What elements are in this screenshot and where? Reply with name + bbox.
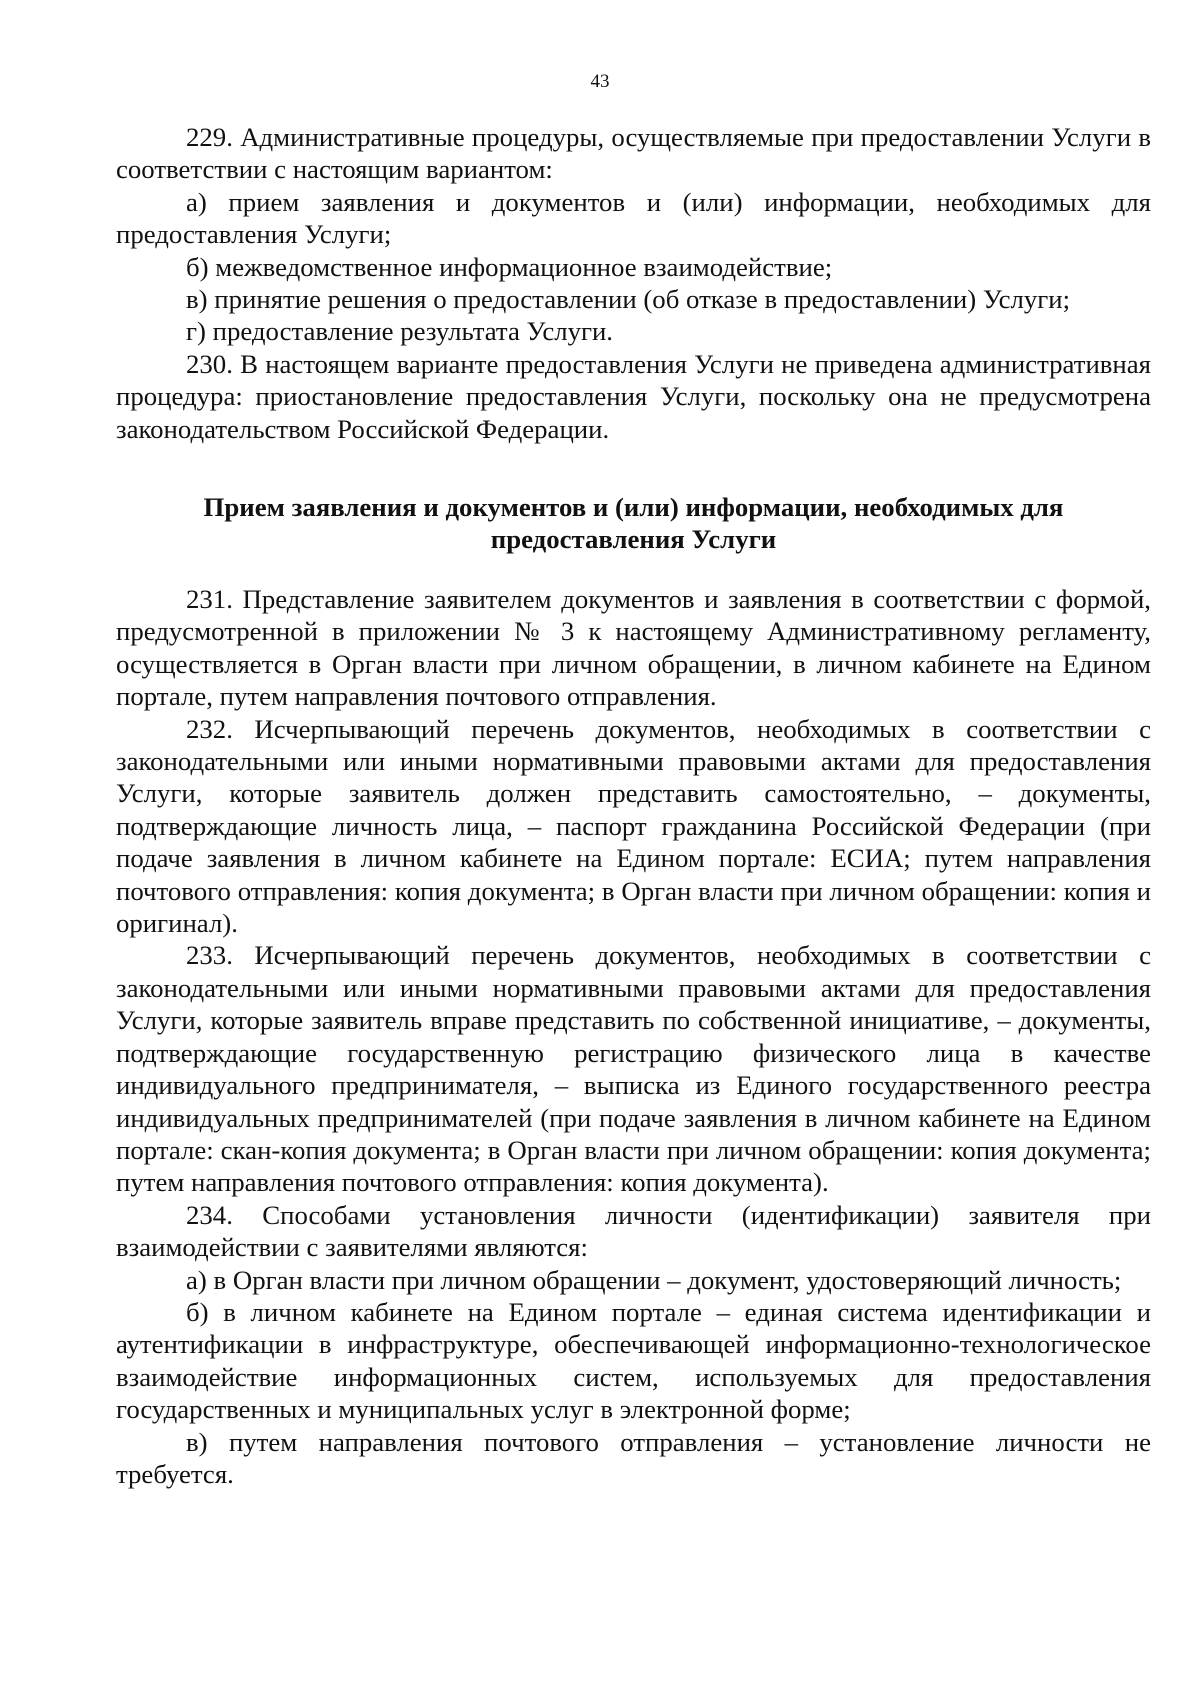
paragraph-234: 234. Способами установления личности (идентификации) заявителя при взаимодействии с заявителями являются:: [116, 1199, 1151, 1263]
list-item-b-identity: б) в личном кабинете на Едином портале – единая система идентификации и аутентификации в инфраструктуре, обеспечивающей информационно-технологическое взаимодействие информационных систем, используемых для предоставления государственных и муниципальных услуг в электронной форме;: [116, 1296, 1151, 1425]
heading-line-2: предоставления Услуги: [490, 524, 777, 555]
paragraph-229: 229. Административные процедуры, осуществляемые при предоставлении Услуги в соответствии с настоящим вариантом:: [116, 122, 1151, 185]
list-item-v: в) принятие решения о предоставлении (об отказе в предоставлении) Услуги;: [186, 284, 1071, 315]
section-application-intake: [116, 583, 1151, 1490]
list-item-a-identity: а) в Орган власти при личном обращении – документ, удостоверяющий личность;: [186, 1264, 1122, 1295]
list-item-v-identity: в) путем направления почтового отправления – установление личности не требуется.: [116, 1426, 1151, 1489]
heading-line-1: Прием заявления и документов и (или) информации, необходимых для: [203, 492, 1064, 522]
paragraph-230: 230. В настоящем варианте предоставления Услуги не приведена административная процедура: приостановление предоставления Услуги, поскольку она не предусмотрена законодательством Российской Федерации.: [116, 348, 1151, 444]
page-number: 43: [590, 71, 610, 92]
section-heading: [116, 491, 1151, 556]
list-item-a: а) прием заявления и документов и (или) информации, необходимых для предоставления Услуги;: [116, 186, 1151, 250]
paragraph-232: 232. Исчерпывающий перечень документов, необходимых в соответствии с законодательными или иными нормативными правовыми актами для предоставления Услуги, которые заявитель должен представить самостоятельно, – документы, подтверждающие личность лица, – паспорт гражданина Российской Федерации (при подаче заявления в личном кабинете на Едином портале: ЕСИА; путем направления почтового отправления: копия документа; в Орган власти при личном обращении: копия и оригинал).: [116, 713, 1151, 939]
paragraph-231: 231. Представление заявителем документов и заявления в соответствии с формой, предусмотренной в приложении № 3 к настоящему Административному регламенту, осуществляется в Орган власти при личном обращении, в личном кабинете на Едином портале, путем направления почтового отправления.: [116, 584, 1151, 712]
paragraph-233: 233. Исчерпывающий перечень документов, необходимых в соответствии с законодательными или иными нормативными правовыми актами для предоставления Услуги, которые заявитель вправе представить по собственной инициативе, – документы, подтверждающие государственную регистрацию физического лица в качестве индивидуального предпринимателя, – выписка из Единого государственного реестра индивидуальных предпринимателей (при подаче заявления в личном кабинете на Едином портале: скан-копия документа; в Орган власти при личном обращении: копия документа; путем направления почтового отправления: копия документа).: [116, 940, 1151, 1198]
section-procedures: [116, 121, 1151, 445]
list-item-b: б) межведомственное информационное взаимодействие;: [186, 251, 833, 282]
list-item-g: г) предоставление результата Услуги.: [186, 316, 614, 347]
